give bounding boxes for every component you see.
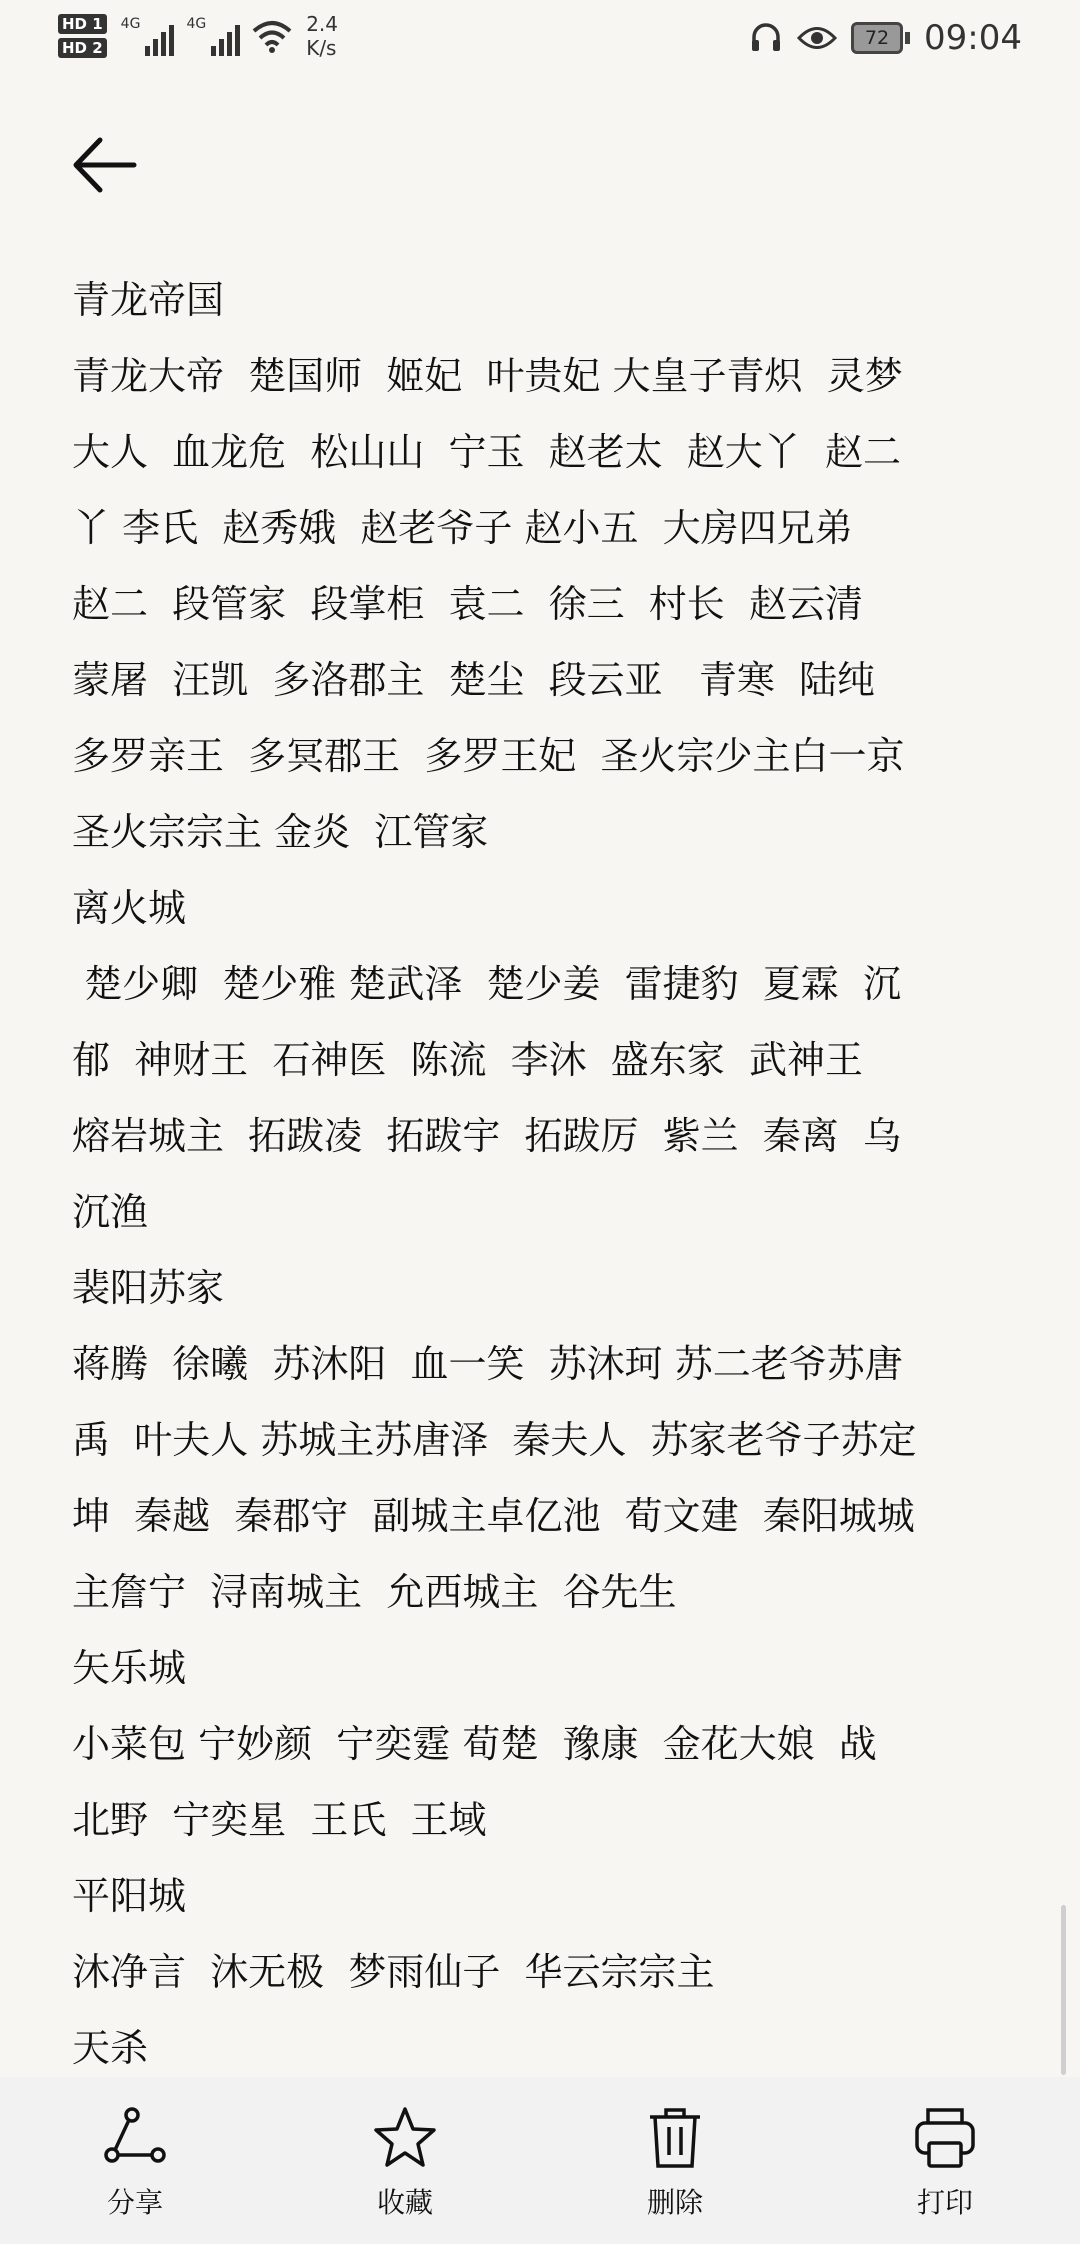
clock: 09:04 [924, 18, 1022, 58]
hd-indicators [58, 14, 107, 58]
text-line: 楚少卿 楚少雅 楚武泽 楚少姜 雷捷豹 夏霖 沉 [72, 962, 901, 1006]
text-line: 青龙帝国 [72, 278, 225, 322]
headset-icon [749, 21, 783, 55]
text-line: 青龙大帝 楚国师 姬妃 叶贵妃 大皇子青炽 灵梦 [72, 354, 903, 398]
text-line: 郁 神财王 石神医 陈流 李沐 盛东家 武神王 [72, 1038, 863, 1082]
share-button[interactable] [0, 2077, 270, 2244]
back-button[interactable] [70, 130, 150, 200]
back-arrow-icon [70, 130, 140, 200]
star-icon [372, 2105, 438, 2171]
text-line: 丫 李氏 赵秀娥 赵老爷子 赵小五 大房四兄弟 [72, 506, 853, 550]
delete-label: 删除 [646, 2186, 703, 2219]
text-line: 坤 秦越 秦郡守 副城主卓亿池 荀文建 秦阳城城 [72, 1494, 915, 1538]
eye-icon [797, 23, 837, 53]
text-line: 赵二 段管家 段掌柜 袁二 徐三 村长 赵云清 [72, 582, 863, 626]
delete-button[interactable] [540, 2077, 810, 2244]
text-line: 矢乐城 [72, 1646, 187, 1690]
text-line: 沐净言 沐无极 梦雨仙子 华云宗宗主 [72, 1950, 715, 1994]
status-bar [0, 0, 1080, 82]
favorite-label: 收藏 [376, 2186, 433, 2219]
printer-icon [912, 2105, 978, 2171]
favorite-button[interactable] [270, 2077, 540, 2244]
network-speed: 2.4 K/s [306, 12, 339, 60]
note-content[interactable] [72, 262, 1012, 2086]
text-line: 小菜包 宁妙颜 宁奕霆 荀楚 豫康 金花大娘 战 [72, 1722, 877, 1766]
trash-icon [642, 2105, 708, 2171]
text-line: 裴阳苏家 [72, 1266, 225, 1310]
signal-2-icon: 4G [186, 16, 240, 56]
print-button[interactable] [810, 2077, 1080, 2244]
bottom-toolbar [0, 2077, 1080, 2244]
text-line: 禹 叶夫人 苏城主苏唐泽 秦夫人 苏家老爷子苏定 [72, 1418, 917, 1462]
text-line: 蒙屠 汪凯 多洛郡主 楚尘 段云亚 青寒 陆纯 [72, 658, 876, 702]
signal-1-icon: 4G [121, 16, 175, 56]
status-right [749, 18, 1022, 58]
text-line: 多罗亲王 多冥郡王 多罗王妃 圣火宗少主白一京 [72, 734, 905, 778]
text-line: 平阳城 [72, 1874, 187, 1918]
scrollbar[interactable] [1061, 1905, 1066, 2075]
text-line: 蒋腾 徐曦 苏沐阳 血一笑 苏沐珂 苏二老爷苏唐 [72, 1342, 903, 1386]
share-icon [102, 2105, 168, 2171]
wifi-icon [252, 19, 292, 53]
text-line: 熔岩城主 拓跋凌 拓跋宇 拓跋厉 紫兰 秦离 乌 [72, 1114, 901, 1158]
text-line: 圣火宗宗主 金炎 江管家 [72, 810, 489, 854]
text-line: 离火城 [72, 886, 187, 930]
text-line: 沉渔 [72, 1190, 149, 1234]
hd1-badge: HD 1 [58, 14, 107, 34]
text-line: 北野 宁奕星 王氏 王域 [72, 1798, 487, 1842]
text-line: 主詹宁 浔南城主 允西城主 谷先生 [72, 1570, 677, 1614]
text-line: 天杀 [72, 2026, 149, 2070]
hd2-badge: HD 2 [58, 38, 107, 58]
share-label: 分享 [106, 2186, 163, 2219]
text-line: 大人 血龙危 松山山 宁玉 赵老太 赵大丫 赵二 [72, 430, 901, 474]
status-left [58, 12, 338, 60]
battery-icon: 72 [851, 22, 910, 54]
print-label: 打印 [916, 2186, 973, 2219]
